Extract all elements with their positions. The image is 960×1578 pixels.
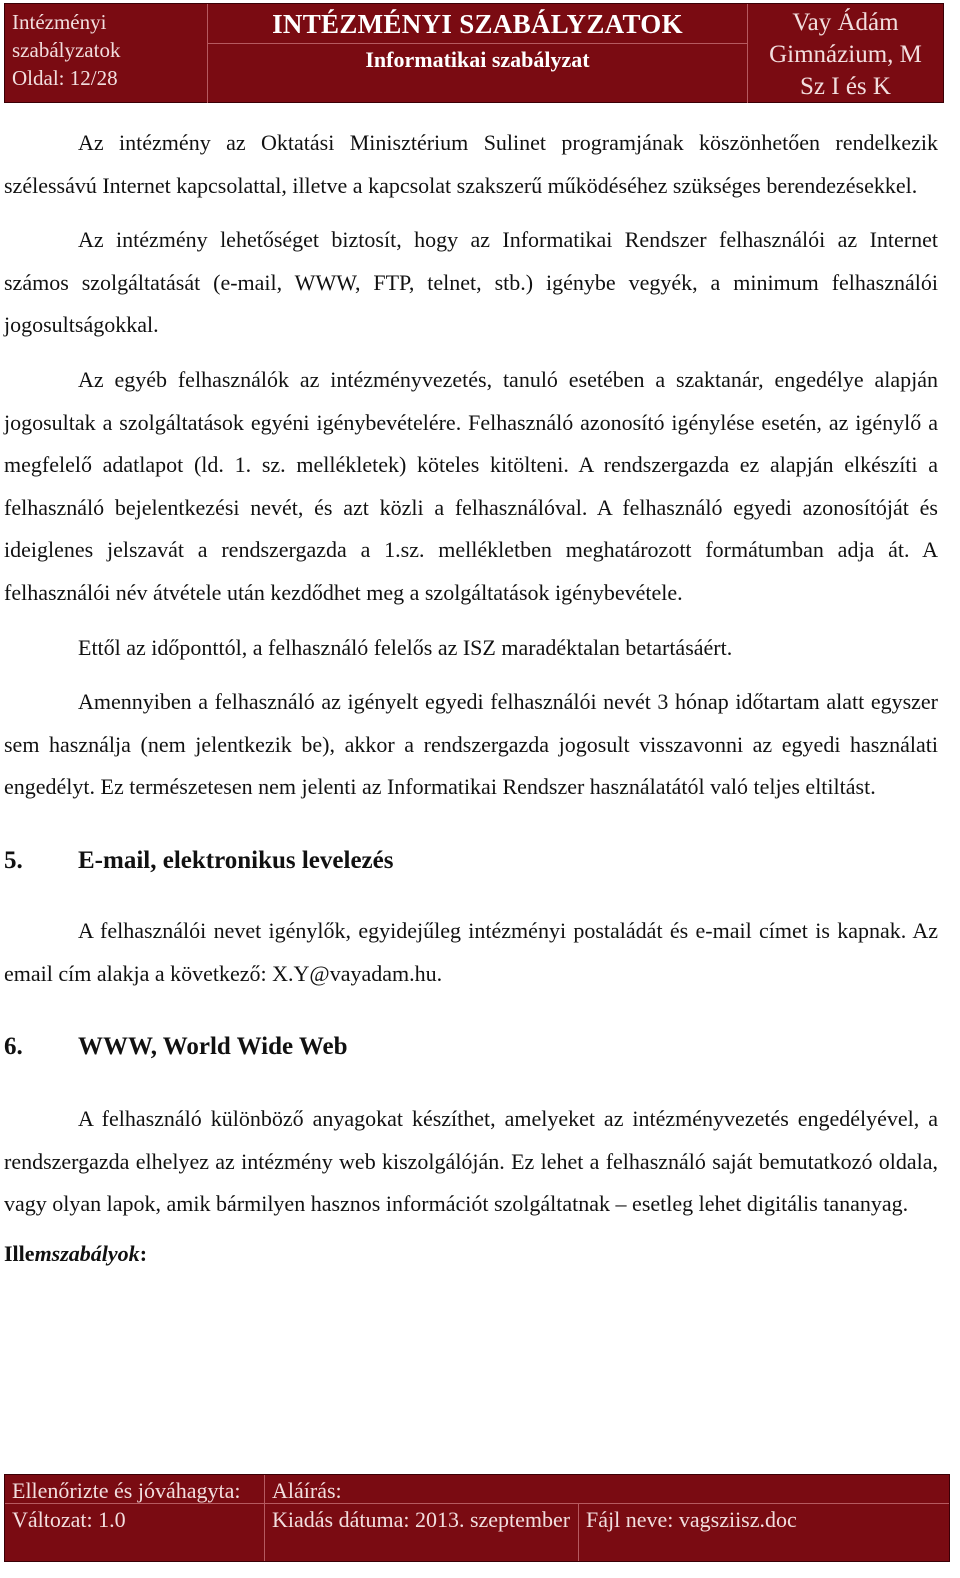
paragraph-email: A felhasználói nevet igénylők, egyidejűleg intézményi postaládát és e-mail címet is kapnak. Az email cím alakja a következő: X.Y@vayadam.hu. (4, 917, 938, 986)
document-body (4, 122, 938, 1269)
footer-issue-date: Kiadás dátuma: 2013. szeptember (265, 1504, 579, 1561)
header-school-2: Gimnázium, M (769, 41, 922, 68)
section-title: WWW, World Wide Web (78, 1033, 348, 1061)
rules-label-colon: : (139, 1240, 148, 1266)
header-doc-type: Intézményi (12, 10, 107, 34)
paragraph-internet-services: Az intézmény lehetőséget biztosít, hogy az Informatikai Rendszer felhasználói az Internet számos szolgáltatását (e-mail, WWW, FTP, telnet, stb.) igénybe vegyék, a minimum felhasználói jogosultságokkal. (4, 227, 938, 338)
footer-approved-by: Ellenőrizte és jóváhagyta: (5, 1475, 265, 1503)
paragraph-revocation: Amennyiben a felhasználó az igényelt egyedi felhasználói nevét 3 hónap időtartam alatt egyszer sem használja (nem jelentkezik be), akkor a rendszergazda jogosult visszavonni az egyedi használati engedélyt. Ez természetesen nem jelenti az Informatikai Rendszer használatától való teljes eltiltást. (4, 689, 938, 800)
section-title: E-mail, elektronikus levelezés (78, 846, 394, 874)
footer-signature: Aláírás: (272, 1478, 342, 1503)
section-number: 6. (4, 1033, 23, 1061)
section-heading-www (4, 1031, 938, 1063)
header-doc-type-2: szabályzatok (12, 38, 121, 62)
rules-label-bold: Ille (4, 1240, 35, 1266)
rules-label-italic: mszabályok (34, 1240, 140, 1266)
header-right-cell (748, 4, 943, 103)
footer-row-approval (5, 1475, 949, 1504)
paragraph-internet-connection: Az intézmény az Oktatási Minisztérium Sulinet programjának köszönhetően rendelkezik szélessávú Internet kapcsolattal, illetve a kapcsolat szakszerű működéséhez szükséges berendezésekkel. (4, 130, 938, 198)
header-school-1: Vay Ádám (792, 9, 899, 36)
rules-label (4, 1239, 938, 1269)
header-left-cell (5, 4, 208, 103)
paragraph-www: A felhasználó különböző anyagokat készíthet, amelyeket az intézményvezetés engedélyével, a rendszergazda elhelyez az intézmény web kiszolgálóján. Ez lehet a felhasználó saját bemutatkozó oldala, vagy olyan lapok, amik bármilyen hasznos információt szolgáltatnak – esetleg lehet digitális tananyag. (4, 1106, 938, 1217)
document-footer (4, 1474, 950, 1562)
document-header (4, 3, 944, 103)
paragraph-user-access: Az egyéb felhasználók az intézményvezetés, tanuló esetében a szaktanár, engedélye alapján jogosultak a szolgáltatások egyéni igénybevételére. Felhasználó azonosító igénylése esetén, az igénylő a megfelelő adatlapot (ld. 1. sz. mellékletek) köteles kitölteni. A rendszergazda ez alapján elkészíti a felhasználó bejelentkezési nevét, és azt közli a felhasználóval. A felhasználó egyedi azonosítóját és ideiglenes jelszavát a rendszergazda a 1.sz. mellékletben meghatározott formátumban adja át. A felhasználói név átvétele után kezdődhet meg a szolgáltatások igénybevétele. (4, 366, 938, 605)
section-heading-email (4, 845, 938, 877)
section-number: 5. (4, 846, 23, 874)
header-school-3: Sz I és K (800, 73, 891, 100)
footer-file-name: Fájl neve: vagsziisz.doc (586, 1507, 797, 1532)
footer-row-meta (5, 1504, 949, 1561)
header-subtitle: Informatikai szabályzat (208, 43, 747, 75)
header-page-number: Oldal: 12/28 (12, 66, 118, 90)
footer-version: Változat: 1.0 (5, 1504, 265, 1561)
header-center-cell (208, 4, 748, 103)
header-title: INTÉZMÉNYI SZABÁLYZATOK (272, 9, 683, 39)
paragraph-responsibility: Ettől az időponttól, a felhasználó felelős az ISZ maradéktalan betartásáért. (78, 634, 733, 660)
